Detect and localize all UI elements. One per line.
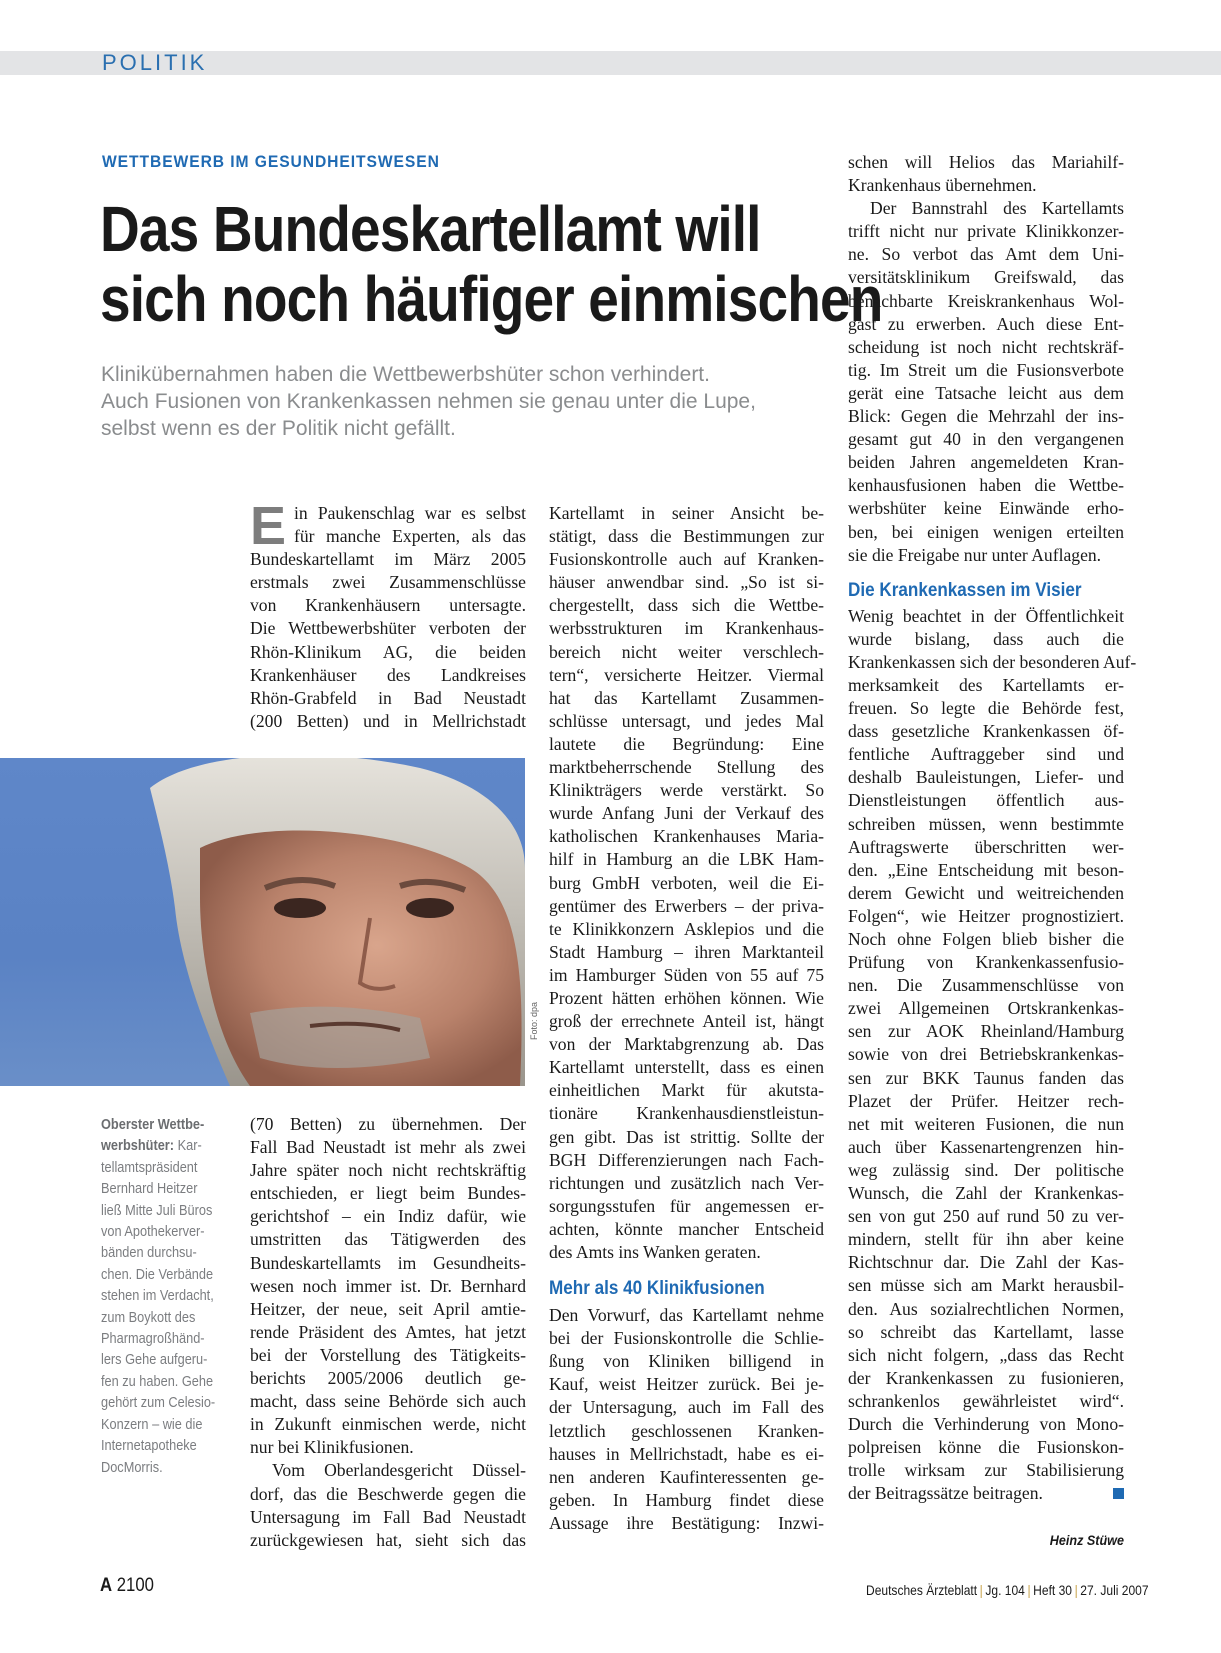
text-line: achten, könnte mancher Entscheid <box>549 1218 824 1239</box>
text-line: macht, dass seine Behörde sich auch <box>250 1391 526 1412</box>
paragraph <box>549 502 824 1264</box>
text-line: Prozent hätten erhöhen können. Wie <box>549 987 824 1008</box>
text-line: nen anderen Kaufinteressenten ge- <box>549 1466 824 1487</box>
caption-line: stehen im Verdacht, <box>101 1288 214 1305</box>
text-line: trolle wirksam zur Stabilisierung <box>848 1460 1124 1481</box>
text-line: hat das Kartellamt Zusammen- <box>549 687 824 708</box>
issue-date: 27. Juli 2007 <box>1080 1582 1149 1598</box>
lede-line: Auch Fusionen von Krankenkassen nehmen sie genau unter die Lupe, <box>101 390 756 413</box>
portrait-image <box>0 758 525 1086</box>
text-line: polpreisen könne die Fusionskon- <box>848 1437 1124 1458</box>
subheading: Die Krankenkassen im Visier <box>848 579 1082 601</box>
text-line: Der Bannstrahl des Kartellamts <box>870 198 1124 219</box>
issue: Heft 30 <box>1033 1582 1072 1598</box>
text-line: beiden Jahren angemeldeten Kran- <box>848 452 1124 473</box>
page-number <box>100 1575 154 1597</box>
headline-line: sich noch häufiger einmischen <box>100 263 883 335</box>
text-line: gesamt gut 40 in den vergangenen <box>848 429 1124 450</box>
text-line: Folgen“, wie Heitzer prognostiziert. <box>848 905 1124 926</box>
text-line: deshalb Bauleistungen, Liefer- und <box>848 767 1124 788</box>
text-line: zwei Allgemeinen Ortskrankenkas- <box>848 998 1124 1019</box>
text-line: zurückgewiesen hat, sieht sich das <box>250 1529 526 1550</box>
text-line: dorf, das die Beschwerde gegen die <box>250 1483 526 1504</box>
caption-line: Pharmagroßhänd- <box>101 1331 205 1348</box>
lede-line: selbst wenn es der Politik nicht gefällt. <box>101 417 456 440</box>
drop-cap: E <box>250 496 287 556</box>
text-line: geben. In Hamburg findet diese <box>549 1489 824 1510</box>
caption-line: DocMorris. <box>101 1459 163 1476</box>
text-line: burg GmbH verboten, weil die Ei- <box>549 872 824 893</box>
text-line: chergestellt, dass sich die Wettbe- <box>549 595 824 616</box>
text-line: bei der Fusionskontrolle die Schlie- <box>549 1328 824 1349</box>
text-line: sen zur AOK Rheinland/Hamburg <box>848 1021 1124 1042</box>
caption-line: chen. Die Verbände <box>101 1266 214 1283</box>
text-line: ne. So verbot das Amt dem Uni- <box>848 244 1124 265</box>
text-line: tig. Im Streit um die Fusionsverbote <box>848 359 1124 380</box>
caption-line: von Apothekerver- <box>101 1224 205 1241</box>
lede <box>101 361 831 442</box>
text-line: hilf in Hamburg an die LBK Ham- <box>549 849 824 870</box>
text-line: gen gibt. Das ist strittig. Sollte der <box>549 1126 824 1147</box>
text-line: mindern, stellt für ihn aber keine <box>848 1229 1124 1250</box>
paragraph <box>250 1113 526 1459</box>
text-line: Den Vorwurf, das Kartellamt nehme <box>549 1305 824 1326</box>
text-line: im Hamburger Süden von 55 auf 75 <box>549 964 824 985</box>
text-line: Krankenkassen sich der besonderen Auf- <box>848 651 1137 672</box>
caption-line: ließ Mitte Juli Büros <box>101 1202 213 1219</box>
caption-line: Internetapotheke <box>101 1438 197 1455</box>
text-line: nen. Die Zusammenschlüsse von <box>848 975 1124 996</box>
text-line: BGH Differenzierungen nach Fach- <box>549 1149 824 1170</box>
text-line: des Amts ins Wanken geraten. <box>549 1242 761 1262</box>
caption-line: zum Boykott des <box>101 1309 196 1326</box>
text-line: nur bei Klinikfusionen. <box>250 1437 414 1458</box>
subheading: Mehr als 40 Klinikfusionen <box>549 1278 765 1300</box>
text-line: kenhausfusionen haben die Wettbe- <box>848 475 1124 496</box>
text-line: schrankenlos gewährleistet wird“. <box>848 1390 1124 1411</box>
caption-text: Kar- <box>174 1138 202 1155</box>
text-line: von der Marktabgrenzung ab. Das <box>549 1034 824 1055</box>
column-1-bottom <box>250 1113 526 1552</box>
text-line: der Krankenkassen zu fusionieren, <box>848 1367 1124 1388</box>
text-line: werbshüter keine Einwände erho- <box>848 498 1124 519</box>
text-line: ßung von Kliniken billigend in <box>549 1351 824 1372</box>
paragraph <box>250 1459 526 1551</box>
text-line: der Untersagung, auch im Fall des <box>549 1397 824 1418</box>
text-line: bei der Vorstellung des Tätigkeits- <box>250 1344 526 1365</box>
paragraph <box>250 496 526 733</box>
divider: | <box>1027 1582 1031 1598</box>
text-line: in Zukunft einmischen werde, nicht <box>250 1414 526 1435</box>
text-line: freuen. So legte die Behörde fest, <box>848 698 1124 719</box>
text-line: Plazet der Prüfer. Heitzer rech- <box>848 1090 1124 1111</box>
text-line: scheidung ist noch nicht rechtskräf- <box>848 336 1124 357</box>
text-line: Vom Oberlandesgericht Düssel- <box>272 1460 526 1481</box>
text-line: sen müsse sich am Markt herausbil- <box>848 1275 1124 1296</box>
text-line: Rhön-Grabfeld in Bad Neustadt <box>250 687 526 708</box>
photo-caption <box>101 1115 215 1479</box>
text-line: Fall Bad Neustadt ist mehr als zwei <box>250 1137 526 1158</box>
caption-lead: Oberster Wettbe- <box>101 1117 205 1133</box>
text-line: Blick: Gegen die Mehrzahl der ins- <box>848 406 1124 427</box>
text-line: schreiben müssen, wenn bestimmte <box>848 813 1124 834</box>
text-line: gerät eine Tatsache leicht aus dem <box>848 382 1124 403</box>
text-line: den. „Eine Entscheidung mit beson- <box>848 859 1124 880</box>
text-line: Stadt Hamburg – ihren Marktanteil <box>549 941 824 962</box>
end-of-article-mark <box>1113 1488 1124 1499</box>
text-line: richtungen und zusätzlich nach Ver- <box>549 1172 824 1193</box>
text-line: den. Aus sozialrechtlichen Normen, <box>848 1298 1124 1319</box>
headline <box>100 193 883 335</box>
text-line: lautete die Begründung: Eine <box>549 733 824 754</box>
text-line: Klinikträgers werde verstärkt. So <box>549 780 824 801</box>
text-line: Aussage ihre Bestätigung: Inzwi- <box>549 1512 824 1533</box>
caption-line: tellamtspräsident <box>101 1159 198 1176</box>
volume: Jg. 104 <box>985 1582 1025 1598</box>
text-line: gerichtshof – ein Indiz dafür, wie <box>250 1206 526 1227</box>
text-line: hauses in Mellrichstadt, habe es ei- <box>549 1443 824 1464</box>
text-line: berichts 2005/2006 deutlich ge- <box>250 1368 526 1389</box>
text-line: schlüsse untersagt, und jedes Mal <box>549 710 824 731</box>
text-line: Prüfung von Krankenkassenfusio- <box>848 952 1124 973</box>
paragraph <box>549 1304 824 1535</box>
text-line: auch über Kassenartengrenzen hin- <box>848 1136 1124 1157</box>
kicker: WETTBEWERB IM GESUNDHEITSWESEN <box>102 152 440 171</box>
text-line: Richtschnur dar. Die Zahl der Kas- <box>848 1252 1124 1273</box>
text-line: erstmals zwei Zusammenschlüsse <box>250 572 526 593</box>
headline-line: Das Bundeskartellamt will <box>100 193 761 265</box>
divider: | <box>1074 1582 1078 1598</box>
caption-line: lers Gehe aufgeru- <box>101 1352 208 1369</box>
column-3 <box>848 151 1137 1505</box>
text-line: gentümer des Erwerbers – der priva- <box>549 895 824 916</box>
text-line: dass gesetzliche Krankenkassen öf- <box>848 721 1124 742</box>
journal-footer <box>866 1582 1149 1598</box>
text-line: umstritten das Tätigwerden des <box>250 1229 526 1250</box>
text-line: Wunsch, die Zahl der Krankenkas- <box>848 1183 1124 1204</box>
caption-line: gehört zum Celesio- <box>101 1395 216 1412</box>
text-line: weg zulässig sind. Der politische <box>848 1159 1124 1180</box>
photo-credit: Foto: dpa <box>529 1001 539 1040</box>
text-line: Kartellamt in seiner Ansicht be- <box>549 503 824 523</box>
text-line: ben, bei einigen wenigen erteilten <box>848 521 1124 542</box>
text-line: sen von gut 250 auf rund 50 zu ver- <box>848 1206 1124 1227</box>
text-line: Krankenhaus übernehmen. <box>848 175 1037 196</box>
text-line: Fusionskontrolle auch auf Kranken- <box>549 549 824 570</box>
text-line: wurde Anfang Juni der Verkauf des <box>549 803 824 824</box>
text-line: Bundeskartellamt im März 2005 <box>250 549 526 570</box>
text-line: so schreibt das Kartellamt, lasse <box>848 1321 1124 1342</box>
portrait-photo <box>0 758 525 1086</box>
text-line: Untersagung im Fall Bad Neustadt <box>250 1506 526 1527</box>
text-line: Wenig beachtet in der Öffentlichkeit <box>848 605 1124 626</box>
text-line: letztlich geschlossenen Kranken- <box>549 1420 824 1441</box>
text-line: sowie von drei Betriebskrankenkas- <box>848 1044 1124 1065</box>
caption-body <box>101 1158 215 1479</box>
text-line: tionäre Krankenhausdienstleistun- <box>549 1103 824 1124</box>
text-line: sen zur BKK Taunus fanden das <box>848 1067 1124 1088</box>
text-line: der Beitragssätze beitragen. <box>848 1482 1124 1505</box>
text-line: fentliche Auftraggeber sind und <box>848 744 1124 765</box>
divider: | <box>979 1582 983 1598</box>
caption-line: Konzern – wie die <box>101 1416 203 1433</box>
text-line: Durch die Verhinderung von Mono- <box>848 1413 1124 1434</box>
text-line: marktbeherrschende Stellung des <box>549 757 824 778</box>
text-line: wurde bislang, dass auch die <box>848 628 1124 649</box>
lede-line: Klinikübernahmen haben die Wettbewerbshüter schon verhindert. <box>101 363 710 386</box>
text-line: entschieden, er liegt beim Bundes- <box>250 1183 526 1204</box>
section-label: POLITIK <box>102 50 208 75</box>
text-line: Kartellamt unterstellt, dass es einen <box>549 1057 824 1078</box>
text-line: versitätsklinikum Greifswald, das <box>848 267 1124 288</box>
text-line: Dienstleistungen öffentlich aus- <box>848 790 1124 811</box>
text-line: schen will Helios das Mariahilf- <box>848 152 1124 172</box>
caption-line: Bernhard Heitzer <box>101 1181 198 1198</box>
column-1-top <box>250 496 526 733</box>
text-line: gast zu erwerben. Auch diese Ent- <box>848 313 1124 334</box>
column-2 <box>549 502 824 1535</box>
text-line: Kauf, weist Heitzer zurück. Bei je- <box>549 1374 824 1395</box>
text-line: stätigt, dass die Bestimmungen zur <box>549 526 824 547</box>
paragraph <box>848 605 1137 1506</box>
text-line: sich nicht folgern, „dass das Recht <box>848 1344 1124 1365</box>
text-line: tern“, versicherte Heitzer. Viermal <box>549 664 824 685</box>
text-line: Jahre später noch nicht rechtskräftig <box>250 1160 526 1181</box>
text-line: (70 Betten) zu übernehmen. Der <box>250 1114 526 1134</box>
text-line: (200 Betten) und in Mellrichstadt <box>250 710 526 731</box>
caption-line: fen zu haben. Gehe <box>101 1373 214 1390</box>
text-line: merksamkeit des Kartellamts er- <box>848 674 1124 695</box>
author-byline: Heinz Stüwe <box>1049 1532 1124 1548</box>
text-line: Die Wettbewerbshüter verboten der <box>250 618 526 639</box>
text-line: häuser anwendbar sind. „So ist si- <box>549 572 824 593</box>
text-line: von Krankenhäusern untersagte. <box>250 595 526 616</box>
text-line: werbsstrukturen im Krankenhaus- <box>549 618 824 639</box>
page-number-value: 2100 <box>116 1575 154 1596</box>
text-line: bereich nicht weiter verschlech- <box>549 641 824 662</box>
page-prefix: A <box>100 1575 113 1596</box>
text-line: sorgungsstufen für angemessen er- <box>549 1195 824 1216</box>
text-line: trifft nicht nur private Klinikkonzer- <box>848 221 1124 242</box>
text-line: net mit weiteren Fusionen, die nun <box>848 1113 1124 1134</box>
text-line: derem Gewicht und weitreichenden <box>848 882 1124 903</box>
text-line: rende Präsident des Amtes, hat jetzt <box>250 1321 526 1342</box>
text-line: Krankenhäuser des Landkreises <box>250 664 526 685</box>
text-line: für manche Experten, als das <box>294 526 526 547</box>
text-line: groß der errechnete Anteil ist, hängt <box>549 1011 824 1032</box>
text-line: Auftragswerte überschritten wer- <box>848 836 1124 857</box>
paragraph <box>848 197 1124 567</box>
text-line: sie die Freigabe nur unter Auflagen. <box>848 544 1102 565</box>
caption-lead: werbshüter: <box>101 1138 175 1155</box>
text-line: te Klinikkonzern Asklepios und die <box>549 918 824 939</box>
text-line: in Paukenschlag war es selbst <box>294 503 526 523</box>
paragraph <box>848 151 1124 197</box>
text-line: Bundeskartellamts im Gesundheits- <box>250 1252 526 1273</box>
text-line: Heitzer, der neue, seit April amtie- <box>250 1298 526 1319</box>
text-line: einheitlichen Markt für akutsta- <box>549 1080 824 1101</box>
journal-name: Deutsches Ärzteblatt <box>866 1582 978 1598</box>
text-line: benachbarte Kreiskrankenhaus Wol- <box>848 290 1124 311</box>
text-line: Noch ohne Folgen blieb bisher die <box>848 929 1124 949</box>
text-line: wesen noch immer ist. Dr. Bernhard <box>250 1275 526 1296</box>
text-line: Rhön-Klinikum AG, die beiden <box>250 641 526 662</box>
text-line: katholischen Krankenhauses Maria- <box>549 826 824 847</box>
caption-line: bänden durchsu- <box>101 1245 197 1262</box>
